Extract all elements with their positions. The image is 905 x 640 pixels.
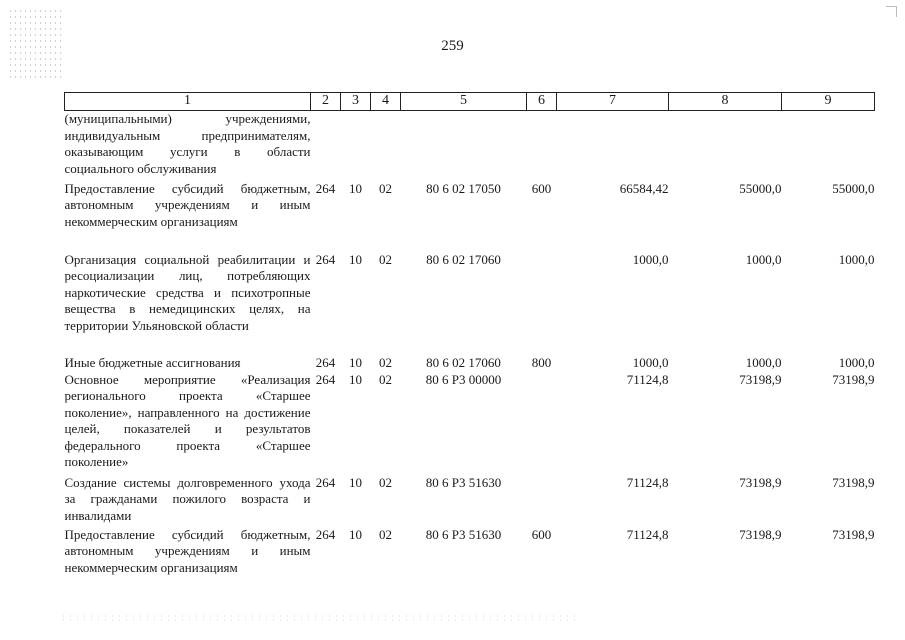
table-row bbox=[65, 355, 875, 372]
header-col-5: 5 bbox=[401, 93, 527, 111]
row-expense-type: 800 bbox=[531, 354, 552, 370]
row-amount-2: 73198,9 bbox=[739, 474, 782, 490]
header-col-6: 6 bbox=[527, 93, 557, 111]
row-amount-3: 1000,0 bbox=[838, 251, 875, 267]
table-row bbox=[65, 252, 875, 355]
row-section: 10 bbox=[349, 180, 362, 196]
row-subsection: 02 bbox=[379, 526, 392, 542]
row-name: Иные бюджетные ассигнования bbox=[64, 354, 241, 370]
row-expense-type bbox=[527, 111, 557, 181]
header-col-9: 9 bbox=[782, 93, 875, 111]
page-corner-mark bbox=[886, 6, 897, 17]
row-amount-2: 1000,0 bbox=[745, 354, 782, 370]
row-name: Организация социальной реабилитации и ресоциализации лиц, потребляющих наркотические средства и психотропные вещества в немедицинских целях, на территории Ульяновской области bbox=[64, 251, 311, 333]
row-target-code: 80 6 02 17060 bbox=[426, 354, 501, 370]
row-amount-1 bbox=[557, 111, 669, 181]
row-amount-1: 71124,8 bbox=[626, 474, 669, 490]
table-row bbox=[65, 372, 875, 475]
row-name: Предоставление субсидий бюджетным, автономным учреждениям и иным некоммерческим организациям bbox=[64, 180, 311, 229]
row-amount-3: 1000,0 bbox=[838, 354, 875, 370]
row-section: 10 bbox=[349, 526, 362, 542]
row-ministry: 264 bbox=[315, 371, 336, 387]
table-row bbox=[65, 111, 875, 181]
row-amount-3: 55000,0 bbox=[832, 180, 875, 196]
row-section: 10 bbox=[349, 371, 362, 387]
row-expense-type: 600 bbox=[531, 180, 552, 196]
row-name: Основное мероприятие «Реализация регионального проекта «Старшее поколение», направленного на достижение целей, показателей и результатов федерального проекта «Старшее поколение» bbox=[64, 371, 311, 469]
header-col-8: 8 bbox=[669, 93, 782, 111]
row-target-code: 80 6 P3 51630 bbox=[425, 526, 502, 542]
row-amount-1: 71124,8 bbox=[626, 526, 669, 542]
scan-artifact-bottom bbox=[60, 614, 580, 622]
row-amount-2: 73198,9 bbox=[739, 371, 782, 387]
budget-table bbox=[64, 92, 875, 597]
row-expense-type bbox=[527, 252, 557, 355]
row-expense-type: 600 bbox=[531, 526, 552, 542]
row-amount-1: 66584,42 bbox=[619, 180, 669, 196]
table-header-row bbox=[65, 93, 875, 111]
page-number: 259 bbox=[441, 38, 464, 54]
row-target-code: 80 6 02 17050 bbox=[426, 180, 501, 196]
row-amount-2: 73198,9 bbox=[739, 526, 782, 542]
row-amount-1: 71124,8 bbox=[626, 371, 669, 387]
row-name: Предоставление субсидий бюджетным, автономным учреждениям и иным некоммерческим организациям bbox=[64, 526, 311, 575]
row-ministry: 264 bbox=[315, 474, 336, 490]
row-target-code: 80 6 P3 51630 bbox=[425, 474, 502, 490]
row-subsection: 02 bbox=[379, 180, 392, 196]
row-section: 10 bbox=[349, 354, 362, 370]
row-expense-type bbox=[527, 475, 557, 527]
row-target-code: 80 6 P3 00000 bbox=[425, 371, 502, 387]
row-amount-2: 55000,0 bbox=[739, 180, 782, 196]
row-amount-3 bbox=[782, 111, 875, 181]
row-ministry: 264 bbox=[315, 354, 336, 370]
header-col-3: 3 bbox=[341, 93, 371, 111]
row-section: 10 bbox=[349, 474, 362, 490]
header-col-2: 2 bbox=[311, 93, 341, 111]
table-row bbox=[65, 181, 875, 252]
row-amount-3: 73198,9 bbox=[832, 526, 875, 542]
row-section bbox=[341, 111, 371, 181]
header-col-7: 7 bbox=[557, 93, 669, 111]
table-row bbox=[65, 475, 875, 527]
row-amount-2 bbox=[669, 111, 782, 181]
row-section: 10 bbox=[349, 251, 362, 267]
row-subsection bbox=[371, 111, 401, 181]
row-expense-type bbox=[527, 372, 557, 475]
row-ministry: 264 bbox=[315, 180, 336, 196]
row-target-code bbox=[401, 111, 527, 181]
row-subsection: 02 bbox=[379, 251, 392, 267]
row-ministry bbox=[311, 111, 341, 181]
header-col-1: 1 bbox=[65, 93, 311, 111]
row-subsection: 02 bbox=[379, 371, 392, 387]
row-subsection: 02 bbox=[379, 474, 392, 490]
row-subsection: 02 bbox=[379, 354, 392, 370]
row-amount-1: 1000,0 bbox=[632, 251, 669, 267]
row-amount-3: 73198,9 bbox=[832, 371, 875, 387]
row-name: Создание системы долговременного ухода за гражданами пожилого возраста и инвалидами bbox=[64, 474, 311, 523]
row-amount-1: 1000,0 bbox=[632, 354, 669, 370]
row-amount-2: 1000,0 bbox=[745, 251, 782, 267]
row-name: (муниципальными) учреждениями, индивидуальным предпринимателям, оказывающим услуги в области социального обслуживания bbox=[64, 111, 311, 176]
row-amount-3: 73198,9 bbox=[832, 474, 875, 490]
table-row bbox=[65, 527, 875, 597]
row-ministry: 264 bbox=[315, 251, 336, 267]
header-col-4: 4 bbox=[371, 93, 401, 111]
row-target-code: 80 6 02 17060 bbox=[426, 251, 501, 267]
row-ministry: 264 bbox=[315, 526, 336, 542]
